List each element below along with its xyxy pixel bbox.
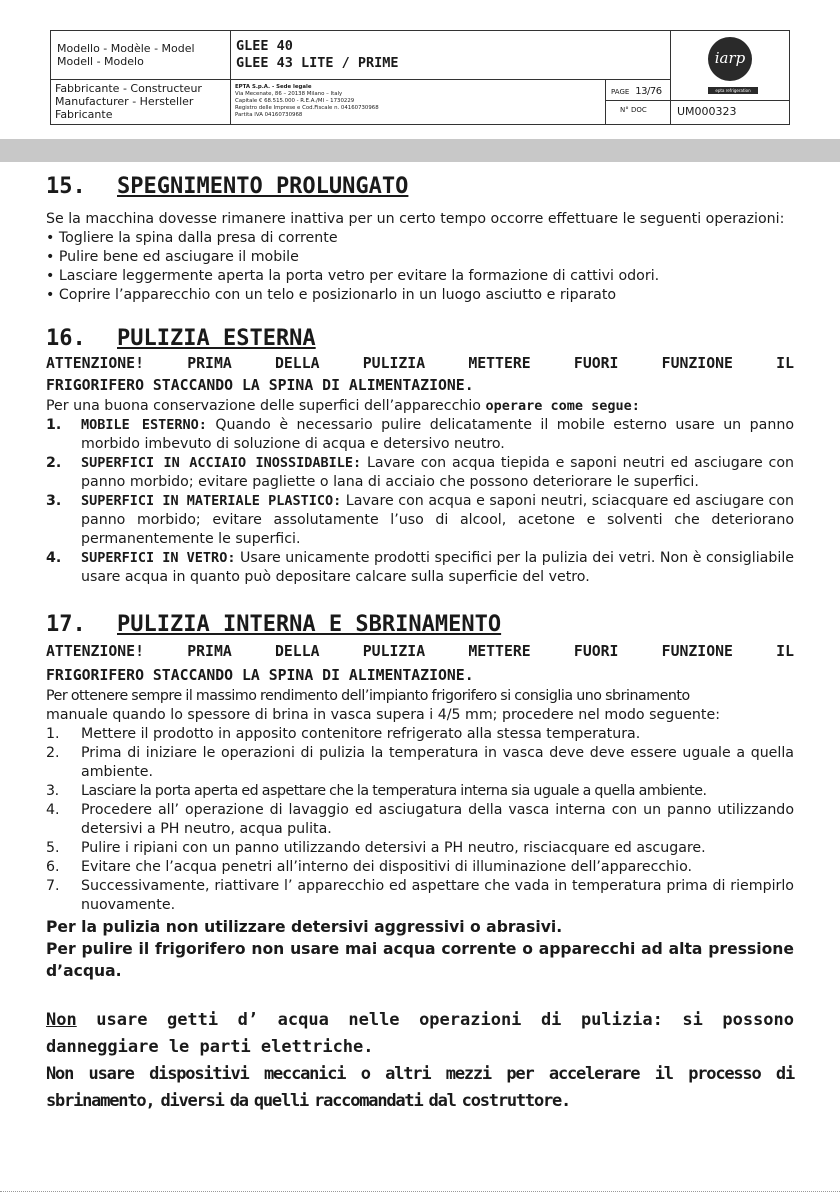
- section-17-intro-line: Per ottenere sempre il massimo rendimento dell’impianto frigorifero si consiglia uno sbrinamento: [46, 688, 690, 704]
- manufacturer-label-line-1: Fabbricante - Constructeur: [55, 82, 202, 95]
- doc-label: N° DOC: [606, 101, 671, 124]
- header-separator-band: [0, 139, 840, 162]
- section-17-intro-line: manuale quando lo spessore di brina in vasca supera i 4/5 mm; procedere nel modo seguente:: [46, 707, 720, 723]
- model-label-line-2: Modell - Modelo: [57, 55, 144, 68]
- company-capital: Capitale € 68.515.000 - R.E.A./MI – 1730229: [235, 98, 355, 104]
- item-number: 4.: [46, 550, 62, 566]
- final-warning: [46, 1007, 794, 1061]
- list-item: [46, 839, 794, 858]
- item-number: 2.: [46, 455, 62, 471]
- iarp-logo-icon: iarp: [708, 37, 752, 81]
- list-item: [46, 454, 794, 492]
- section-number: 17.: [46, 612, 86, 637]
- list-item: [46, 782, 794, 801]
- list-item: [46, 416, 794, 454]
- company-vat: Partita IVA 04160730968: [235, 112, 303, 118]
- page-content: [46, 170, 794, 1115]
- section-15-heading: [46, 170, 794, 204]
- section-15-intro: Se la macchina dovesse rimanere inattiva per un certo tempo occorre effettuare le seguenti operazioni:: [46, 211, 785, 227]
- section-title: PULIZIA ESTERNA: [117, 326, 316, 351]
- item-number: 2.: [46, 745, 60, 761]
- intro-text: Per una buona conservazione delle superfici dell’apparecchio: [46, 398, 486, 414]
- item-text: Procedere all’ operazione di lavaggio ed asciugatura della vasca interna con un panno utilizzando detersivi a PH neutro, acqua pulita.: [81, 802, 794, 837]
- cleaning-note: Per pulire il frigorifero non usare mai acqua corrente o apparecchi ad alta pressione d’acqua.: [46, 940, 794, 980]
- item-number: 3.: [46, 783, 59, 799]
- final-warning-emphasis: Non: [46, 1010, 77, 1030]
- bullet-item: • Pulire bene ed asciugare il mobile: [46, 249, 299, 265]
- section-number: 16.: [46, 326, 86, 351]
- model-name: [231, 31, 671, 80]
- item-text: Lavare con acqua tiepida e saponi neutri ed asciugare con panno morbido; evitare pagliette o lana di acciaio che possono deteriorare le superfici.: [81, 455, 794, 490]
- list-item: [46, 877, 794, 915]
- item-text: Lavare con acqua e saponi neutri, sciacquare ed asciugare con panno morbido; evitare assolutamente l’uso di alcool, acetone e solventi che deteriorano permanentemente le superfici.: [81, 493, 794, 547]
- section-number: 15.: [46, 174, 86, 199]
- company-address: Via Mecenate, 86 – 20138 Milano – Italy: [235, 91, 343, 97]
- final-warning-text: usare getti d’ acqua nelle operazioni di pulizia: si possono danneggiare le parti elettriche.: [46, 1010, 794, 1057]
- list-item: [46, 725, 794, 744]
- section-title: SPEGNIMENTO PROLUNGATO: [117, 174, 409, 199]
- bullet-item: • Coprire l’apparecchio con un telo e posizionarlo in un luogo asciutto e riparato: [46, 287, 617, 303]
- section-title: PULIZIA INTERNA E SBRINAMENTO: [117, 612, 502, 637]
- list-item: [46, 549, 794, 587]
- brand-logo: [671, 31, 789, 101]
- bullet-item: • Togliere la spina dalla presa di corrente: [46, 230, 338, 246]
- epta-logo-bar: epta refrigeration: [708, 87, 758, 94]
- item-text: Pulire i ripiani con un panno utilizzando detersivi a PH neutro, risciacquare ed ascugare.: [81, 840, 706, 856]
- item-keyword: SUPERFICI IN MATERIALE PLASTICO:: [81, 493, 342, 509]
- item-number: 5.: [46, 840, 60, 856]
- item-number: 6.: [46, 859, 60, 875]
- manufacturer-label: [51, 80, 231, 124]
- model-label-line-1: Modello - Modèle - Model: [57, 42, 195, 55]
- cleaning-note: Per la pulizia non utilizzare detersivi aggressivi o abrasivi.: [46, 918, 563, 936]
- doc-number: UM000323: [677, 105, 737, 118]
- page-value: 13/76: [635, 86, 662, 97]
- section-16-intro: [46, 397, 794, 416]
- item-keyword: SUPERFICI IN ACCIAIO INOSSIDABILE:: [81, 455, 362, 471]
- page-number: [606, 80, 671, 101]
- document-header: [50, 30, 790, 125]
- warning-line: FRIGORIFERO STACCANDO LA SPINA DI ALIMENTAZIONE.: [46, 667, 474, 684]
- model-name-line-2: GLEE 43 LITE / PRIME: [236, 55, 399, 71]
- item-keyword: SUPERFICI IN VETRO:: [81, 550, 236, 566]
- item-number: 4.: [46, 802, 60, 818]
- warning-line: FRIGORIFERO STACCANDO LA SPINA DI ALIMENTAZIONE.: [46, 377, 474, 394]
- item-number: 1.: [46, 726, 60, 742]
- final-warning-text: Non usare dispositivi meccanici o altri mezzi per accelerare il processo di sbrinamento, diversi da quelli raccomandati dal costruttore.: [46, 1064, 794, 1111]
- item-number: 7.: [46, 878, 60, 894]
- list-item: [46, 492, 794, 549]
- company-registry: Registro delle Imprese e Cod.Fiscale n. 04160730968: [235, 105, 379, 111]
- item-number: 1.: [46, 417, 62, 433]
- item-text: Quando è necessario pulire delicatamente il mobile esterno usare un panno morbido imbevuto di soluzione di acqua e detersivo neutro.: [81, 417, 794, 452]
- item-text: Lasciare la porta aperta ed aspettare che la temperatura interna sia uguale a quella ambiente.: [81, 783, 707, 799]
- list-item: [46, 744, 794, 782]
- section-17-heading: [46, 608, 794, 642]
- item-text: Evitare che l’acqua penetri all’interno dei dispositivi di illuminazione dell’apparecchio.: [81, 859, 693, 875]
- exterior-cleaning-list: [46, 416, 794, 587]
- item-text: Prima di iniziare le operazioni di pulizia la temperatura in vasca deve deve essere uguale a quella ambiente.: [81, 745, 794, 780]
- model-label: [51, 31, 231, 80]
- intro-emphasis: operare come segue:: [485, 398, 640, 414]
- item-text: Usare unicamente prodotti specifici per la pulizia dei vetri. Non è consigliabile usare acqua in quanto può depositare calcare sulla superficie del vetro.: [81, 550, 794, 585]
- item-text: Successivamente, riattivare l’ apparecchio ed aspettare che vada in temperatura prima di riempirlo nuovamente.: [81, 878, 794, 913]
- item-number: 3.: [46, 493, 62, 509]
- defrost-steps-list: [46, 725, 794, 915]
- list-item: [46, 858, 794, 877]
- warning-line: ATTENZIONE! PRIMA DELLA PULIZIA METTERE FUORI FUNZIONE IL: [46, 355, 794, 372]
- item-keyword: MOBILE ESTERNO:: [81, 417, 207, 433]
- final-warning: [46, 1061, 794, 1115]
- company-info: [231, 80, 606, 124]
- item-text: Mettere il prodotto in apposito contenitore refrigerato alla stessa temperatura.: [81, 726, 641, 742]
- model-name-line-1: GLEE 40: [236, 38, 293, 54]
- company-name: EPTA S.p.A. - Sede legale: [235, 84, 312, 90]
- warning-line: ATTENZIONE! PRIMA DELLA PULIZIA METTERE FUORI FUNZIONE IL: [46, 643, 794, 660]
- list-item: [46, 801, 794, 839]
- section-16-heading: [46, 322, 794, 356]
- manufacturer-label-line-3: Fabricante: [55, 108, 113, 121]
- manufacturer-label-line-2: Manufacturer - Hersteller: [55, 95, 194, 108]
- page-label: PAGE: [611, 88, 630, 96]
- bullet-item: • Lasciare leggermente aperta la porta vetro per evitare la formazione di cattivi odori.: [46, 268, 660, 284]
